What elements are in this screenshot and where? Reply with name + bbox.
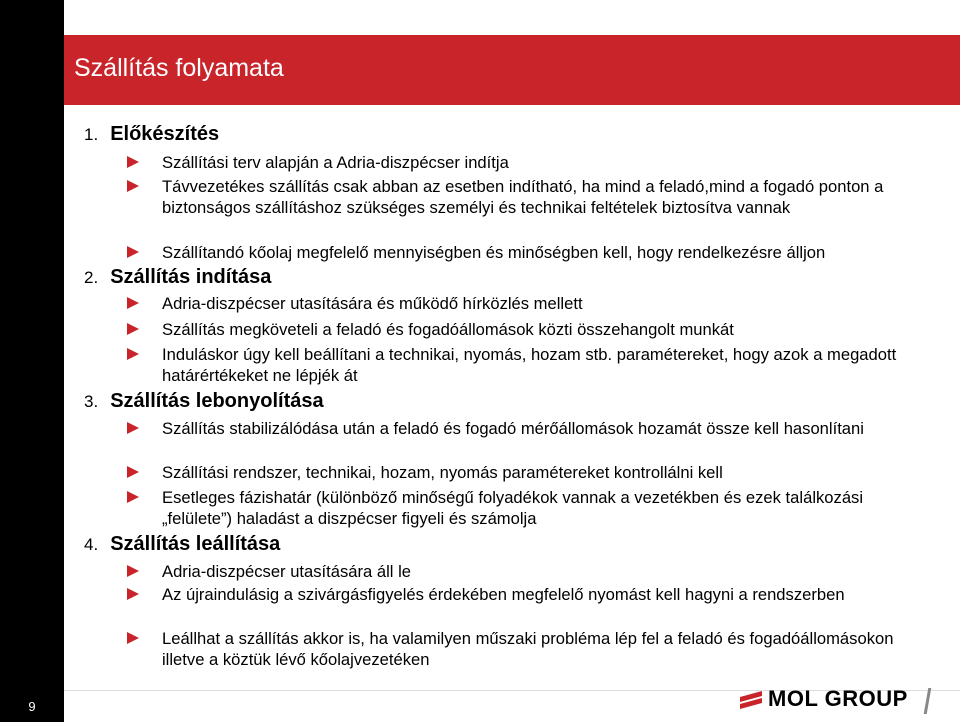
section-number: 4.	[84, 535, 99, 554]
bullet-text: Induláskor úgy kell beállítani a technikai, nyomás, hozam stb. paramétereket, hogy azok a megadott határértékeket ne lépjék át	[162, 345, 897, 385]
bullet-text: Szállítás stabilizálódása után a feladó és fogadó mérőállomások hozamát össze kell hasonlítani	[162, 419, 864, 438]
bullet-text: Adria-diszpécser utasítására áll le	[162, 562, 412, 581]
bullet-text: Távvezetékes szállítás csak abban az esetben indítható, ha mind a feladó,mind a fogadó ponton a biztonságos szállításhoz szükséges személyi és technikai feltételek biztosítva vannak	[162, 177, 884, 217]
slide-title: Szállítás folyamata	[74, 54, 284, 82]
bullet-arrow-icon	[126, 296, 152, 316]
section-title: Szállítás lebonyolítása	[110, 390, 324, 412]
section-number: 2.	[84, 268, 99, 287]
section-title: Előkészítés	[110, 123, 220, 145]
bullet-text: Szállítás megköveteli a feladó és fogadóállomások közti összehangolt munkát	[162, 320, 734, 339]
page-number: 9	[0, 692, 64, 722]
bullet-arrow-icon	[126, 245, 152, 265]
section-heading-4	[84, 533, 280, 556]
bullet-text: Adria-diszpécser utasítására és működő hírközlés mellett	[162, 294, 583, 313]
logo-divider	[924, 688, 932, 714]
bullet-arrow-icon	[126, 347, 152, 367]
bullet-arrow-icon	[126, 490, 152, 510]
bullet-text: Leállhat a szállítás akkor is, ha valamilyen műszaki probléma lép fel a feladó és fogadóállomásokon illetve a köztük lévő kőolajvezetéken	[162, 629, 894, 669]
bullet-text: Esetleges fázishatár (különböző minőségű folyadékok vannak a vezetékben és ezek találkozási „felülete”) haladást a diszpécser figyeli és számolja	[162, 488, 864, 528]
bullet-text: Az újraindulásig a szivárgásfigyelés érdekében megfelelő nyomást kell hagyni a rendszerben	[162, 585, 845, 604]
bullet-arrow-icon	[126, 179, 152, 199]
section-number: 1.	[84, 125, 99, 144]
bullet-arrow-icon	[126, 322, 152, 342]
bullet-arrow-icon	[126, 631, 152, 651]
bullet-arrow-icon	[126, 155, 152, 175]
bullet-text: Szállítási rendszer, technikai, hozam, nyomás paramétereket kontrollálni kell	[162, 463, 723, 482]
bullet-text: Szállítandó kőolaj megfelelő mennyiségben és minőségben kell, hogy rendelkezésre álljon	[162, 243, 826, 262]
section-heading-3	[84, 390, 324, 413]
section-heading-2	[84, 266, 271, 289]
logo-text: MOL GROUP	[768, 686, 908, 711]
bullet-arrow-icon	[126, 564, 152, 584]
bullet-arrow-icon	[126, 587, 152, 607]
mol-logo-icon	[740, 690, 762, 710]
section-number: 3.	[84, 392, 99, 411]
bullet-text: Szállítási terv alapján a Adria-diszpécser indítja	[162, 153, 509, 172]
section-title: Szállítás indítása	[110, 266, 272, 288]
section-title: Szállítás leállítása	[110, 533, 281, 555]
section-heading-1	[84, 123, 219, 146]
mol-group-logo	[740, 686, 940, 714]
bullet-arrow-icon	[126, 465, 152, 485]
bullet-arrow-icon	[126, 421, 152, 441]
